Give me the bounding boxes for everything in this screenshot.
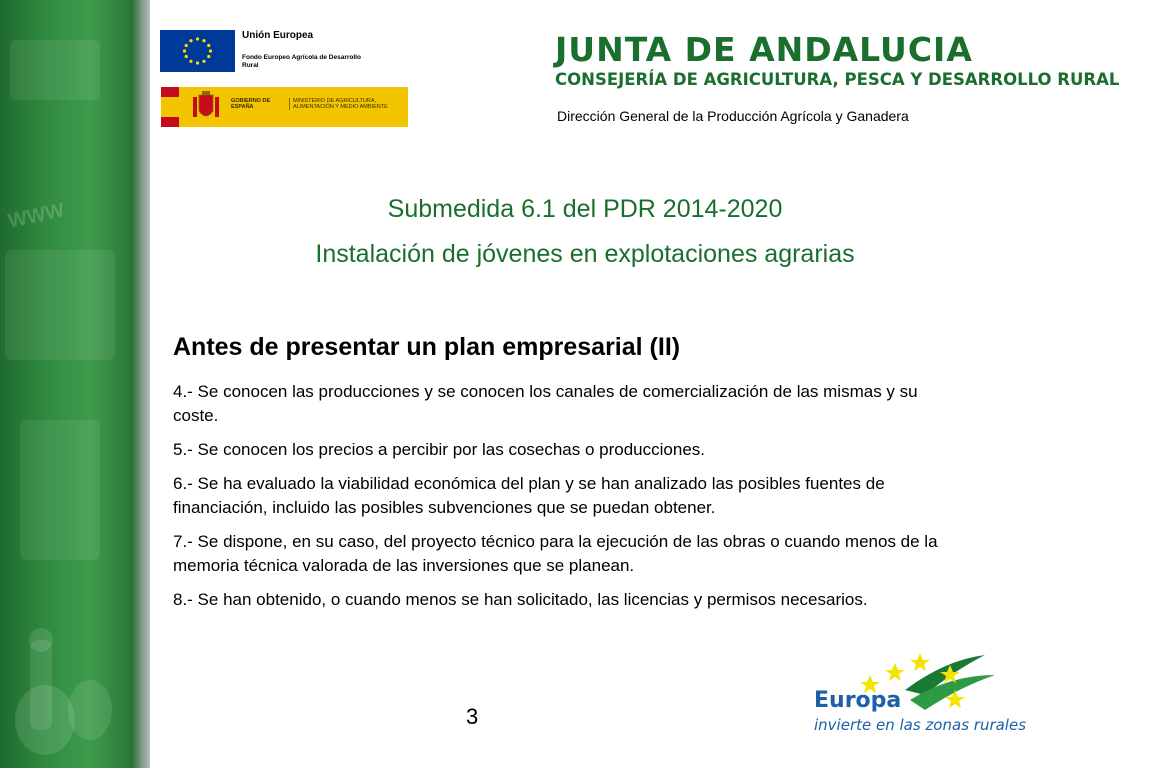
checklist-item: 6.- Se ha evaluado la viabilidad económica del plan y se han analizado las posibles fuentes de financiación, incluido las posibles subvenciones que se puedan obtener.	[173, 474, 885, 517]
slide-title: Submedida 6.1 del PDR 2014-2020	[387, 195, 783, 223]
sidebar-watermark-w: WWW	[6, 199, 67, 233]
feader-fund-label: Fondo Europeo Agrícola de Desarrollo Rural	[242, 54, 361, 69]
andalucia-emblem-icon	[0, 600, 120, 760]
slide-subtitle: Instalación de jóvenes en explotaciones agrarias	[315, 240, 855, 268]
page-number: 3	[466, 704, 479, 729]
checklist-item: 4.- Se conocen las producciones y se conocen los canales de comercialización de las mismas y su coste.	[173, 382, 918, 425]
gobierno-label: GOBIERNO DE ESPAÑA	[231, 98, 271, 110]
sidebar-decoration	[10, 40, 100, 100]
eu-title: Unión Europea	[242, 30, 314, 41]
consejeria-label: CONSEJERÍA DE AGRICULTURA, PESCA Y DESARROLLO RURAL	[555, 70, 1120, 89]
junta-andalucia-logo: JUNTA DE ANDALUCIA	[555, 30, 973, 69]
checklist-item: 8.- Se han obtenido, o cuando menos se han solicitado, las licencias y permisos necesarios.	[173, 590, 868, 609]
europa-label: Europa	[814, 688, 902, 713]
section-heading: Antes de presentar un plan empresarial (II)	[173, 333, 681, 361]
direccion-general-label: Dirección General de la Producción Agrícola y Ganadera	[557, 108, 909, 124]
decorative-sidebar	[0, 0, 150, 768]
checklist	[173, 380, 943, 622]
ministerio-label: MINISTERIO DE AGRICULTURA, ALIMENTACIÓN Y MEDIO AMBIENTE	[289, 98, 411, 110]
spain-flag-icon	[161, 87, 179, 127]
checklist-item: 5.- Se conocen los precios a percibir por las cosechas o producciones.	[173, 440, 706, 459]
sidebar-decoration	[20, 420, 100, 560]
checklist-item: 7.- Se dispone, en su caso, del proyecto técnico para la ejecución de las obras o cuando menos de la memoria técnica valorada de las inversiones que se planean.	[173, 532, 938, 575]
eu-flag-icon	[160, 30, 235, 72]
spain-coat-of-arms-icon	[191, 91, 221, 123]
europa-tagline: invierte en las zonas rurales	[814, 716, 1027, 734]
gobierno-espana-logo	[161, 87, 408, 127]
